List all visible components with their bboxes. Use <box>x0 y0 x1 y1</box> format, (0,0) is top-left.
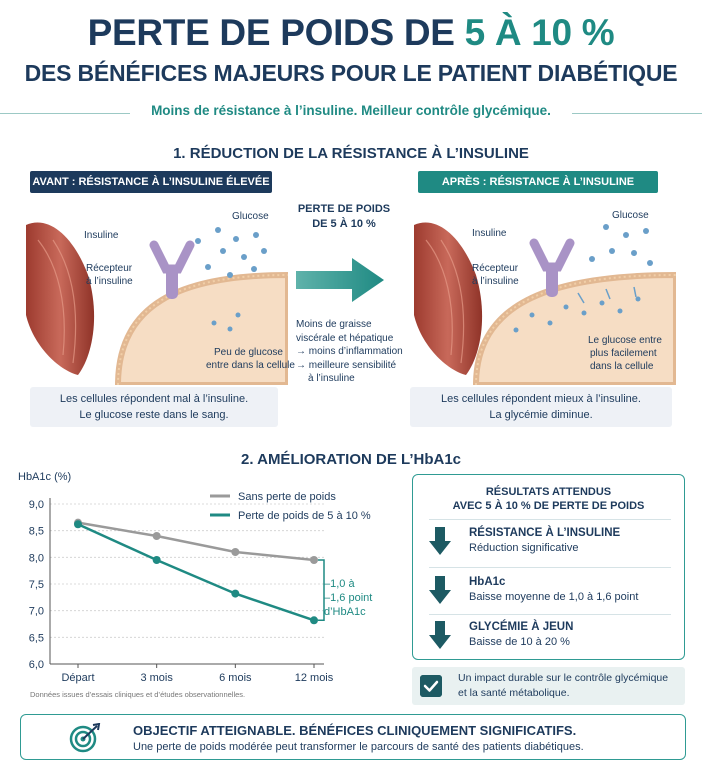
middle-text <box>296 318 416 386</box>
main-title <box>0 12 702 54</box>
before-label-recepteur-1: Récepteur <box>86 263 133 274</box>
arrow-down-icon <box>429 527 451 555</box>
results-divider <box>429 614 671 615</box>
arrow-down-icon <box>429 621 451 649</box>
middle-title-line1: PERTE DE POIDS <box>297 203 391 215</box>
result-title: RÉSISTANCE À L’INSULINE <box>469 527 621 539</box>
after-label-glucose: Glucose <box>612 210 649 221</box>
results-box <box>412 474 685 660</box>
data-point <box>74 520 82 528</box>
series-line <box>78 524 314 620</box>
middle-text-line1: Moins de graisse <box>296 319 372 330</box>
x-tick-label: 3 mois <box>140 672 173 684</box>
after-label-recepteur-2: à l’insuline <box>472 276 519 287</box>
result-title: HbA1c <box>469 576 506 588</box>
y-axis-label: HbA1c (%) <box>18 471 72 483</box>
tagline-text: Moins de résistance à l’insuline. Meilleur contrôle glycémique. <box>141 103 561 118</box>
y-tick-label: 9,0 <box>28 499 44 511</box>
before-label-cell-2: entre dans la cellule <box>206 360 295 371</box>
result-desc: Baisse moyenne de 1,0 à 1,6 point <box>469 591 639 603</box>
chart-annotation-line2: –1,6 point <box>324 592 373 604</box>
y-tick-label: 8,0 <box>28 552 44 565</box>
title-text: PERTE DE POIDS DE <box>87 12 465 53</box>
x-tick-label: Départ <box>61 672 95 684</box>
x-tick-label: 6 mois <box>219 672 252 684</box>
result-title: GLYCÉMIE À JEUN <box>469 621 574 633</box>
objective-desc: Une perte de poids modérée peut transformer le parcours de santé des patients diabétiques. <box>133 741 584 753</box>
section2-title: 2. AMÉLIORATION DE L’HbA1c <box>240 451 462 468</box>
data-point <box>231 548 239 556</box>
target-icon <box>69 723 101 753</box>
objective-banner <box>20 714 686 760</box>
right-arrow-icon <box>296 258 386 302</box>
after-label-insuline: Insuline <box>472 228 507 239</box>
before-label-recepteur-2: à l’insuline <box>86 276 133 287</box>
x-tick-label: 12 mois <box>294 672 334 684</box>
impact-note <box>412 667 685 705</box>
y-tick-label: 6,0 <box>28 659 44 671</box>
results-divider <box>429 567 671 568</box>
after-label-cell-3: dans la cellule <box>590 361 654 372</box>
after-badge: APRÈS : RÉSISTANCE À L’INSULINE RÉDUITE <box>418 171 658 193</box>
results-heading-line1: RÉSULTATS ATTENDUS <box>485 486 612 498</box>
data-point <box>231 590 239 598</box>
before-caption-line2: Le glucose reste dans le sang. <box>79 409 229 421</box>
impact-text-line2: et la santé métabolique. <box>458 687 570 699</box>
tagline-row <box>0 103 702 123</box>
after-caption <box>410 387 672 427</box>
main-subtitle: DES BÉNÉFICES MAJEURS POUR LE PATIENT DIABÉTIQUE <box>24 60 678 86</box>
middle-text-line5: à l’insuline <box>308 373 355 384</box>
data-point <box>310 616 318 624</box>
results-heading-line2: AVEC 5 À 10 % DE PERTE DE POIDS <box>452 500 645 512</box>
result-item <box>429 525 679 565</box>
y-tick-label: 7,0 <box>28 605 44 618</box>
before-label-insuline: Insuline <box>84 230 119 241</box>
result-desc: Baisse de 10 à 20 % <box>469 636 570 648</box>
middle-text-line3: → moins d’inflammation <box>296 346 403 357</box>
before-badge: AVANT : RÉSISTANCE À L’INSULINE ÉLEVÉE <box>30 171 272 193</box>
result-desc: Réduction significative <box>469 542 579 554</box>
legend-label: Sans perte de poids <box>238 491 336 503</box>
before-caption <box>30 387 278 427</box>
objective-title: OBJECTIF ATTEIGNABLE. BÉNÉFICES CLINIQUEMENT SIGNIFICATIFS. <box>133 723 577 738</box>
result-item <box>429 574 679 614</box>
result-item <box>429 619 679 659</box>
title-highlight: 5 À 10 % <box>464 12 615 53</box>
legend-label: Perte de poids de 5 à 10 % <box>238 510 371 522</box>
chart-annotation-line3: d’HbA1c <box>324 606 366 618</box>
section1-title: 1. RÉDUCTION DE LA RÉSISTANCE À L’INSULINE <box>173 145 529 162</box>
data-point <box>310 556 318 564</box>
chart-annotation <box>324 577 372 619</box>
middle-text-line2: viscérale et hépatique <box>296 332 394 344</box>
y-tick-label: 8,5 <box>28 525 44 538</box>
before-label-cell-1: Peu de glucose <box>214 347 283 358</box>
muscle-icon <box>414 222 482 375</box>
arrow-down-icon <box>429 576 451 604</box>
before-caption-line1: Les cellules répondent mal à l’insuline. <box>59 393 249 405</box>
after-label-cell-2: plus facilement <box>590 348 657 359</box>
after-label-cell-1: Le glucose entre <box>588 335 662 346</box>
after-label-recepteur-1: Récepteur <box>472 263 519 274</box>
y-tick-label: 7,5 <box>28 579 44 591</box>
y-tick-label: 6,5 <box>28 632 44 645</box>
muscle-icon <box>26 222 94 375</box>
chart-annotation-line1: –1,0 à <box>324 578 355 590</box>
check-icon <box>420 675 442 697</box>
before-label-glucose: Glucose <box>232 211 269 222</box>
data-point <box>153 556 161 564</box>
middle-title-line2: DE 5 À 10 % <box>312 218 376 230</box>
impact-text <box>458 671 678 701</box>
after-caption-line2: La glycémie diminue. <box>489 409 593 421</box>
middle-text-line4: → meilleure sensibilité <box>296 359 397 371</box>
data-point <box>153 532 161 540</box>
results-heading <box>413 485 684 513</box>
results-divider <box>429 519 671 520</box>
data-source-note: Données issues d’essais cliniques et d’études observationnelles. <box>30 690 246 699</box>
tagline <box>0 103 702 118</box>
middle-title <box>270 202 418 232</box>
after-caption-line1: Les cellules répondent mieux à l’insuline. <box>441 393 641 405</box>
impact-text-line1: Un impact durable sur le contrôle glycémique <box>458 672 669 684</box>
